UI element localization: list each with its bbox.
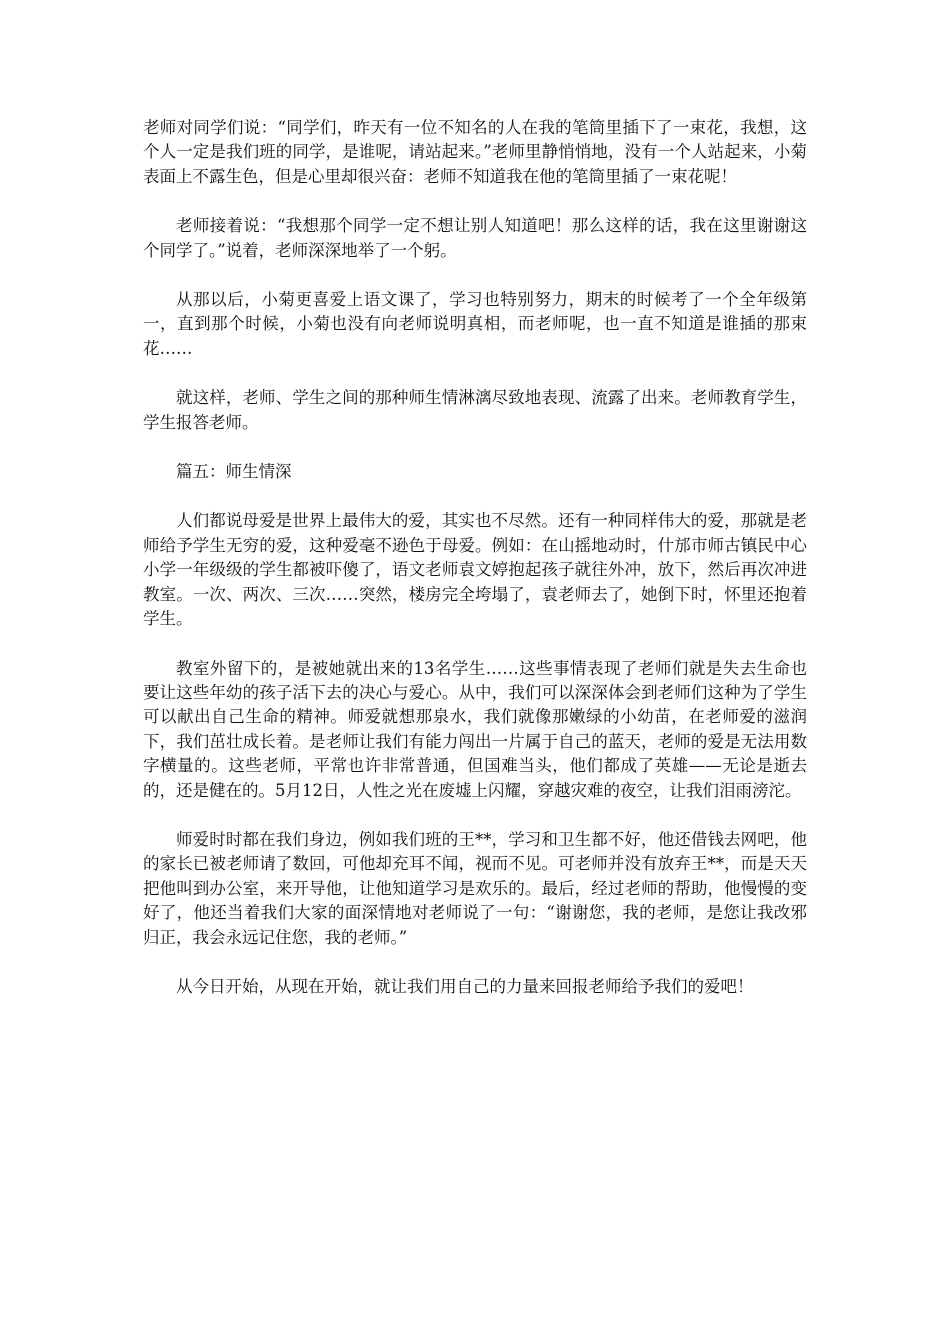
paragraph: 从那以后，小菊更喜爱上语文课了，学习也特别努力，期末的时候考了一个全年级第一，直到那个时候，小菊也没有向老师说明真相，而老师呢，也一直不知道是谁插的那束花…… — [143, 290, 807, 358]
paragraph: 教室外留下的，是被她就出来的13名学生……这些事情表现了老师们就是失去生命也要让这些年幼的孩子活下去的决心与爱心。从中，我们可以深深体会到老师们这种为了学生可以献出自己生命的精神。师爱就想那泉水，我们就像那嫩绿的小幼苗，在老师爱的滋润下，我们茁壮成长着。是老师让我们有能力闯出一片属于自己的蓝天，老师的爱是无法用数字横量的。这些老师，平常也许非常普通，但国难当头，他们都成了英雄——无论是逝去的，还是健在的。5月12日，人性之光在废墟上闪耀，穿越灾难的夜空，让我们泪雨滂沱。 — [143, 658, 807, 800]
paragraph: 人们都说母爱是世界上最伟大的爱，其实也不尽然。还有一种同样伟大的爱，那就是老师给予学生无穷的爱，这种爱毫不逊色于母爱。例如：在山摇地动时，什邡市师古镇民中心小学一年级级的学生都被吓傻了，语文老师袁文婷抱起孩子就往外冲，放下，然后再次冲进教室。一次、两次、三次……突然，楼房完全垮塌了，袁老师去了，她倒下时，怀里还抱着学生。 — [143, 511, 807, 629]
paragraph: 从今日开始，从现在开始，就让我们用自己的力量来回报老师给予我们的爱吧！ — [176, 976, 754, 996]
paragraph: 老师接着说：“我想那个同学一定不想让别人知道吧！那么这样的话，我在这里谢谢这个同学了。”说着，老师深深地举了一个躬。 — [143, 216, 807, 260]
document-body — [143, 116, 807, 1024]
paragraph: 师爱时时都在我们身边，例如我们班的王**，学习和卫生都不好，他还借钱去网吧，他的家长已被老师请了数回，可他却充耳不闻，视而不见。可老师并没有放弃王**，而是天天把他叫到办公室，来开导他，让他知道学习是欢乐的。最后，经过老师的帮助，他慢慢的变好了，他还当着我们大家的面深情地对老师说了一句：“谢谢您，我的老师，是您让我改邪归正，我会永远记住您，我的老师。” — [143, 829, 807, 947]
paragraph: 老师对同学们说：“同学们，昨天有一位不知名的人在我的笔筒里插下了一束花，我想，这个人一定是我们班的同学，是谁呢，请站起来。”老师里静悄悄地，没有一个人站起来，小菊表面上不露生色，但是心里却很兴奋：老师不知道我在他的笔筒里插了一束花呢！ — [143, 118, 807, 186]
paragraph: 就这样，老师、学生之间的那种师生情淋漓尽致地表现、流露了出来。老师教育学生，学生报答老师。 — [143, 388, 807, 432]
section-heading: 篇五：师生情深 — [176, 462, 292, 482]
